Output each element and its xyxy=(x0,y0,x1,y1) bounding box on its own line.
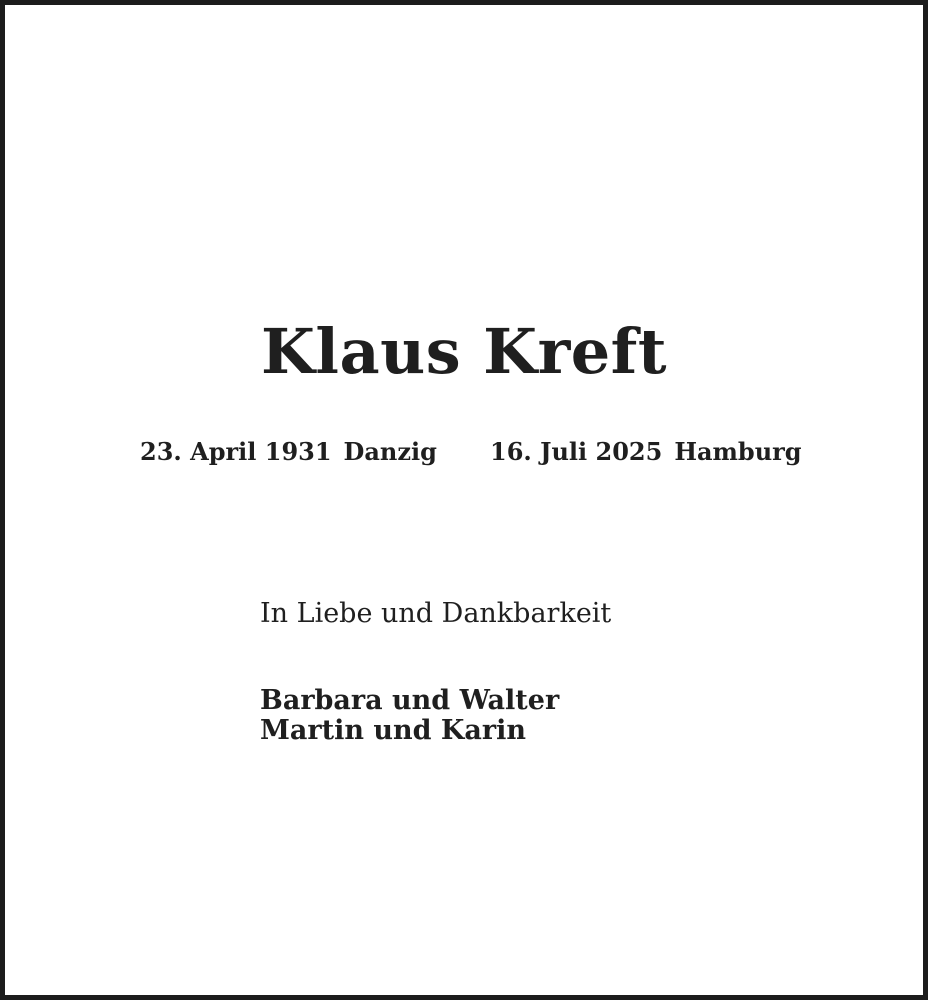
dedication-line: In Liebe und Dankbarkeit xyxy=(260,598,612,629)
birth-place: Danzig xyxy=(343,437,437,466)
death-date: 16. Juli 2025 xyxy=(490,437,663,466)
birth-info xyxy=(140,438,437,467)
mourner-line: Barbara und Walter xyxy=(260,685,560,716)
mourners-list xyxy=(260,686,559,746)
mourner-line: Martin und Karin xyxy=(260,715,526,746)
birth-date: 23. April 1931 xyxy=(140,437,332,466)
deceased-name: Klaus Kreft xyxy=(261,315,667,388)
death-info xyxy=(490,438,802,467)
death-place: Hamburg xyxy=(674,437,802,466)
